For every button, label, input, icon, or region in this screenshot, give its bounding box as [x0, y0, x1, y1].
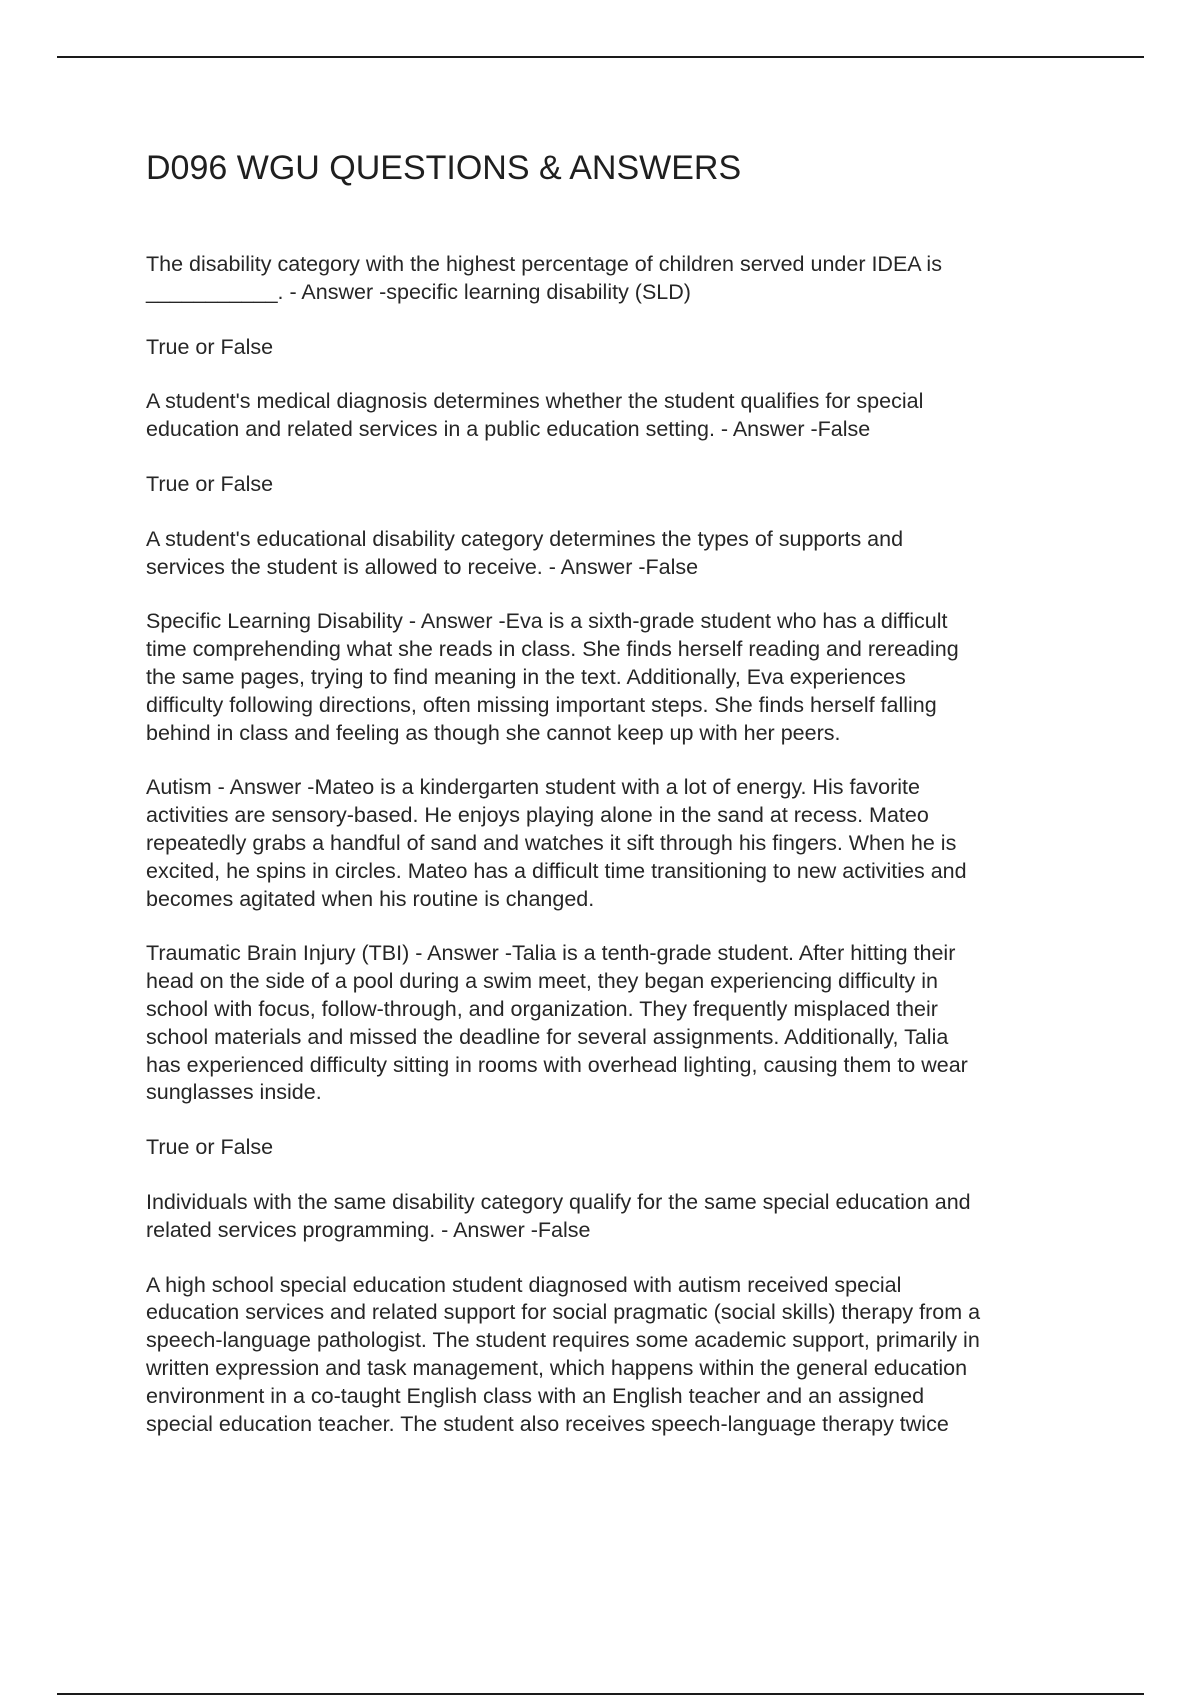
page-content [146, 148, 1096, 1465]
qa-paragraph: A high school special education student diagnosed with autism received special education services and related support for social pragmatic (social skills) therapy from a speech-language pathologist. The student requires some academic support, primarily in written expression and task management, which happens within the general education environment in a co-taught English class with an English teacher and an assigned special education teacher. The student also receives speech-language therapy twice [146, 1272, 981, 1436]
qa-paragraph: A student's educational disability category determines the types of supports and services the student is allowed to receive. - Answer -False [146, 526, 904, 579]
top-divider [57, 56, 1144, 58]
qa-paragraph: True or False [146, 471, 274, 496]
qa-paragraph: Traumatic Brain Injury (TBI) - Answer -Talia is a tenth-grade student. After hitting their head on the side of a pool during a swim meet, they began experiencing difficulty in school with focus, follow-through, and organization. They frequently misplaced their school materials and missed the deadline for several assignments. Additionally, Talia has experienced difficulty sitting in rooms with overhead lighting, causing them to wear sunglasses inside. [146, 941, 968, 1105]
qa-paragraph: A student's medical diagnosis determines whether the student qualifies for special education and related services in a public education setting. - Answer -False [146, 389, 924, 442]
qa-paragraph: Individuals with the same disability category qualify for the same special education and related services programming. - Answer -False [146, 1189, 971, 1242]
bottom-divider [57, 1693, 1144, 1695]
qa-paragraph: Specific Learning Disability - Answer -Eva is a sixth-grade student who has a difficult time comprehending what she reads in class. She finds herself reading and rereading the same pages, trying to find meaning in the text. Additionally, Eva experiences difficulty following directions, often missing important steps. She finds herself falling behind in class and feeling as though she cannot keep up with her peers. [146, 609, 959, 745]
qa-paragraph: Autism - Answer -Mateo is a kindergarten student with a lot of energy. His favorite activities are sensory-based. He enjoys playing alone in the sand at recess. Mateo repeatedly grabs a handful of sand and watches it sift through his fingers. When he is excited, he spins in circles. Mateo has a difficult time transitioning to new activities and becomes agitated when his routine is changed. [146, 775, 967, 911]
document-title: D096 WGU QUESTIONS & ANSWERS [146, 149, 742, 187]
qa-paragraph: True or False [146, 334, 274, 359]
qa-paragraph: True or False [146, 1135, 274, 1160]
qa-paragraph: The disability category with the highest percentage of children served under IDEA is ___________. - Answer -specific learning disability (SLD) [146, 252, 942, 304]
